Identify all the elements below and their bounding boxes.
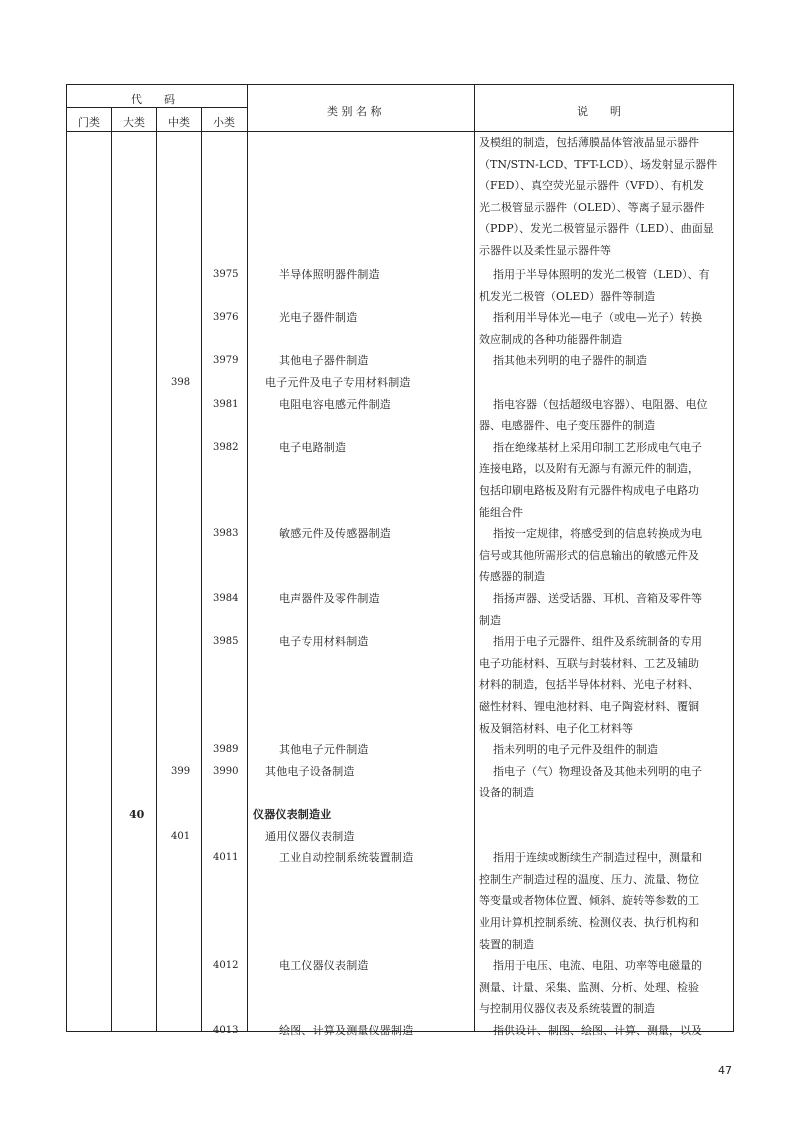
category-description (479, 1020, 729, 1042)
category-description (479, 739, 729, 761)
category-description (479, 955, 729, 1020)
desc-line: 控制生产制造过程的温度、压力、流量、物位 (479, 872, 699, 886)
desc-line: 连接电路，以及附有无源与有源元件的制造， (479, 462, 699, 476)
desc-line: 信号或其他所需形式的信息输出的敏感元件及 (479, 548, 699, 562)
category-description (479, 350, 729, 372)
category-name: 其他电子器件制造 (279, 354, 369, 368)
header-col-mid: 中类 (168, 116, 190, 129)
desc-line: 指在绝缘基材上采用印制工艺形成电气电子 (493, 440, 702, 454)
header-desc: 说 明 (577, 105, 621, 118)
desc-line: 指其他未列明的电子器件的制造 (493, 354, 647, 368)
desc-line: 包括印刷电路板及附有元器件构成电子电路功 (479, 483, 699, 497)
header-col-category: 门类 (78, 116, 100, 129)
desc-line: 能组合件 (479, 505, 523, 519)
desc-line: 指用于电压、电流、电阻、功率等电磁量的 (493, 959, 702, 973)
mid-code: 399 (171, 765, 191, 777)
desc-line: 指扬声器、送受话器、耳机、音箱及零件等 (493, 592, 702, 605)
table-border-top (66, 84, 734, 85)
category-name: 通用仪器仪表制造 (265, 829, 355, 843)
category-name: 半导体照明器件制造 (279, 268, 380, 281)
header-col-major: 大类 (123, 116, 145, 129)
minor-code: 3984 (213, 593, 239, 604)
code-header-divider (66, 107, 247, 108)
desc-line: 及模组的制造，包括薄膜晶体管液晶显示器件 (479, 136, 699, 149)
minor-code: 4011 (213, 852, 239, 864)
desc-line: 指利用半导体光—电子（或电—光子）转换 (493, 311, 702, 325)
desc-line: 测量、计量、采集、监测、分析、处理、检验 (479, 980, 699, 994)
desc-line: （FED）、真空荧光显示器件（VFD）、有机发 (479, 179, 704, 193)
minor-code: 3983 (213, 528, 239, 540)
header-col-minor: 小类 (213, 116, 235, 129)
mid-code: 401 (171, 830, 191, 842)
minor-code: 3976 (213, 312, 239, 324)
category-description (479, 264, 729, 307)
category-name: 工业自动控制系统装置制造 (279, 851, 414, 865)
desc-line: 指未列明的电子元件及组件的制造 (493, 743, 658, 757)
major-code: 40 (129, 808, 145, 821)
desc-line: 业用计算机控制系统、检测仪表、执行机构和 (479, 915, 699, 929)
desc-line: （PDP）、发光二极管显示器件（LED）、曲面显 (479, 222, 714, 236)
page-number: 47 (718, 1064, 732, 1077)
col-divider (474, 84, 475, 1032)
category-description (479, 523, 729, 588)
category-name: 仪器仪表制造业 (253, 808, 332, 821)
minor-code: 4013 (213, 1025, 239, 1036)
desc-line: 与控制用仪器仪表及系统装置的制造 (479, 1002, 655, 1016)
minor-code: 3985 (213, 636, 239, 648)
minor-code: 3975 (213, 269, 239, 280)
category-name: 电声器件及零件制造 (279, 592, 380, 605)
table-border-left (66, 84, 67, 1032)
col-divider (247, 84, 248, 1032)
category-description (479, 588, 729, 631)
category-description (479, 847, 729, 955)
desc-line: （TN/STN-LCD、TFT-LCD）、场发射显示器件 (479, 157, 718, 171)
desc-line: 指用于半导体照明的发光二极管（LED）、有 (493, 268, 710, 281)
category-name: 电子电路制造 (279, 440, 347, 454)
minor-code: 3990 (213, 765, 239, 777)
table-border-right (733, 84, 734, 1032)
desc-line: 等变量或者物体位置、倾斜、旋转等参数的工 (479, 894, 699, 908)
desc-line: 材料的制造，包括半导体材料、光电子材料、 (479, 678, 699, 692)
desc-line: 指供设计、制图、绘图、计算、测量，以及 (493, 1024, 702, 1037)
category-name: 其他电子元件制造 (279, 743, 369, 757)
desc-line: 机发光二极管（OLED）器件等制造 (479, 289, 656, 303)
desc-line: 设备的制造 (479, 786, 534, 800)
desc-line: 光二极管显示器件（OLED）、等离子显示器件 (479, 200, 705, 214)
category-description (479, 437, 729, 523)
category-description (479, 761, 729, 804)
category-name: 电子元件及电子专用材料制造 (265, 376, 411, 389)
header-name: 类 别 名 称 (327, 105, 382, 118)
category-name: 电工仪器仪表制造 (279, 959, 369, 973)
col-divider (156, 107, 157, 1032)
continued-description (479, 132, 729, 262)
mid-code: 398 (171, 377, 191, 388)
category-description (479, 394, 729, 437)
desc-line: 器、电感器件、电子变压器件的制造 (479, 419, 655, 433)
category-description (479, 631, 729, 739)
desc-line: 示器件以及柔性显示器件等 (479, 243, 611, 257)
desc-line: 板及铜箔材料、电子化工材料等 (479, 721, 633, 735)
desc-line: 效应制成的各种功能器件制造 (479, 332, 622, 346)
desc-line: 指电容器（包括超级电容器）、电阻器、电位 (493, 397, 708, 411)
desc-line: 装置的制造 (479, 937, 534, 951)
col-divider (111, 107, 112, 1032)
desc-line: 指用于连续或断续生产制造过程中，测量和 (493, 851, 702, 865)
minor-code: 3979 (213, 355, 239, 367)
header-code: 代 码 (131, 93, 175, 106)
desc-line: 电子功能材料、互联与封装材料、工艺及辅助 (479, 656, 699, 670)
category-name: 电阻电容电感元件制造 (279, 397, 391, 411)
desc-line: 指按一定规律，将感受到的信息转换成为电 (493, 527, 702, 541)
col-divider (201, 107, 202, 1032)
desc-line: 磁性材料、锂电池材料、电子陶瓷材料、覆铜 (479, 699, 699, 713)
minor-code: 4012 (213, 960, 239, 972)
category-name: 其他电子设备制造 (265, 764, 355, 778)
desc-line: 指用于电子元器件、组件及系统制备的专用 (493, 635, 702, 649)
desc-line: 制造 (479, 613, 501, 627)
category-name: 敏感元件及传感器制造 (279, 527, 391, 541)
category-description (479, 307, 729, 350)
category-name: 光电子器件制造 (279, 311, 358, 325)
minor-code: 3982 (213, 441, 239, 453)
minor-code: 3981 (213, 398, 239, 410)
category-name: 电子专用材料制造 (279, 635, 369, 649)
desc-line: 传感器的制造 (479, 570, 545, 584)
desc-line: 指电子（气）物理设备及其他未列明的电子 (493, 764, 702, 778)
category-name: 绘图、计算及测量仪器制造 (279, 1024, 414, 1037)
minor-code: 3989 (213, 744, 239, 756)
